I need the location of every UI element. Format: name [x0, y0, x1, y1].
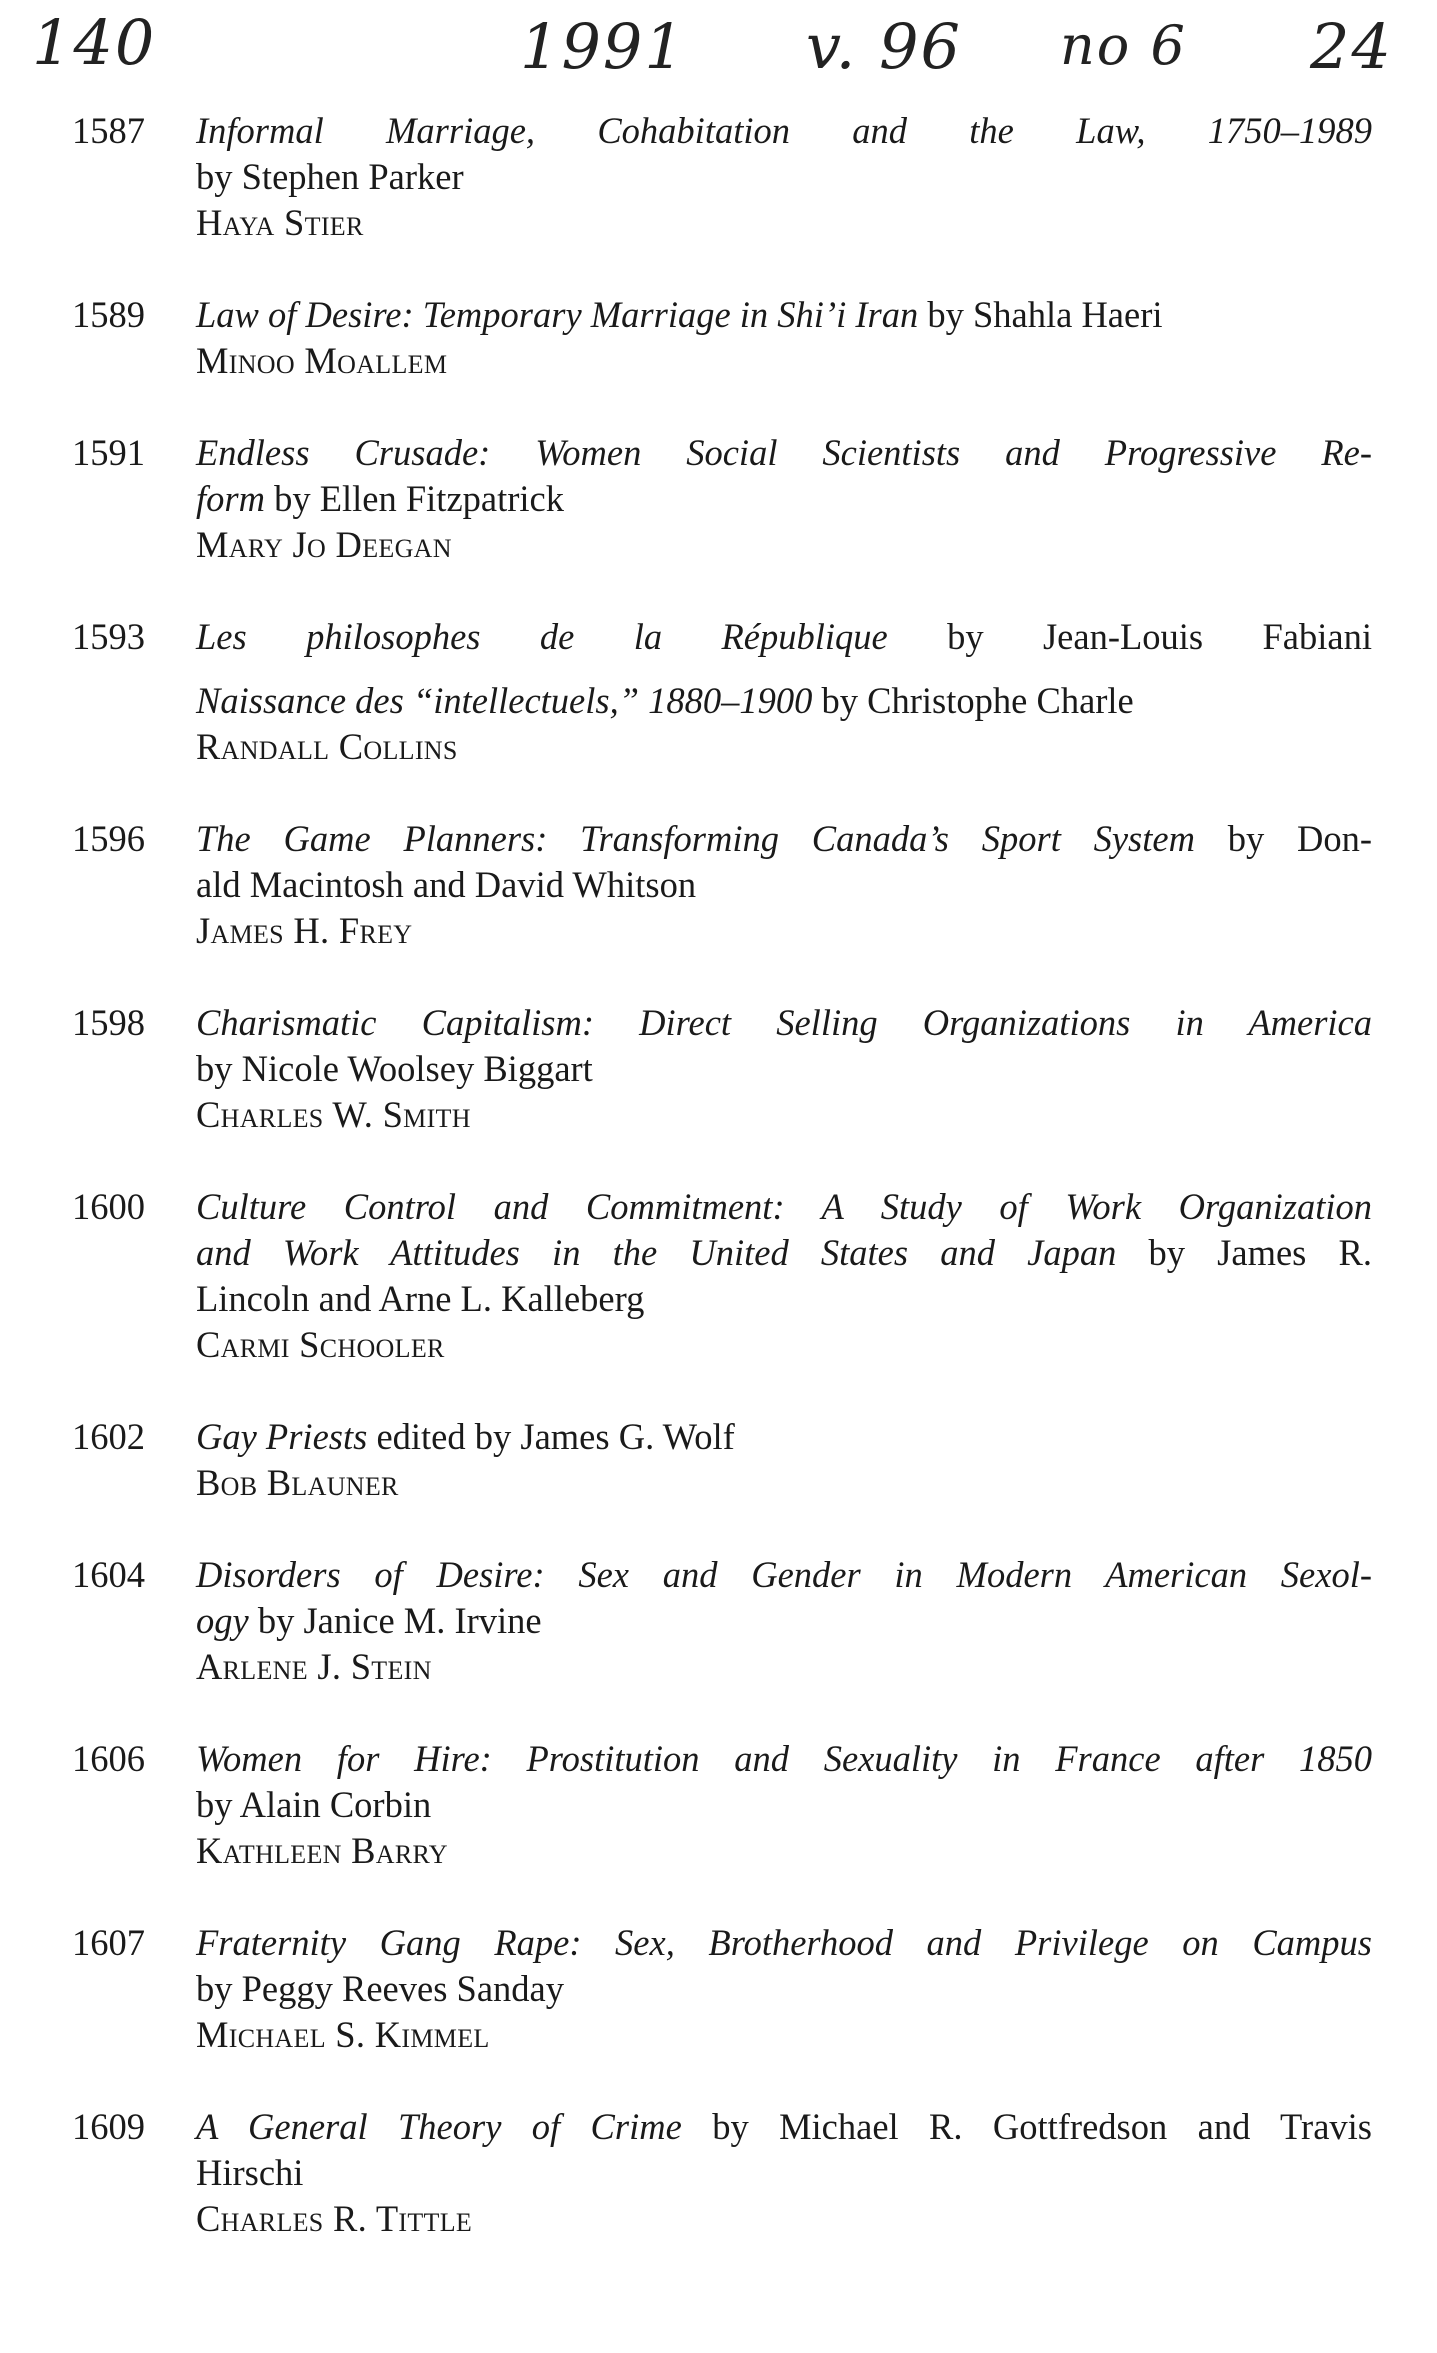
entry-body — [196, 816, 1372, 954]
citation-line — [196, 1000, 1372, 1046]
author-text: by Christophe Charle — [812, 680, 1134, 721]
author-text: by Jean-Louis Fabiani — [887, 616, 1372, 657]
page-number: 1593 — [72, 616, 145, 657]
reviewer-name: Michael S. Kimmel — [196, 2014, 490, 2055]
citation-line — [196, 816, 1372, 862]
author-text: edited by James G. Wolf — [367, 1416, 735, 1457]
author-text: by Alain Corbin — [196, 1784, 432, 1825]
reviewer-name: Kathleen Barry — [196, 1830, 448, 1871]
citation-line — [196, 862, 1372, 908]
book-title: Informal Marriage, Cohabitation and the Law, 1750–1989 — [196, 110, 1372, 151]
page-number: 1607 — [72, 1922, 145, 1963]
entry-body — [196, 430, 1372, 568]
reviewer-name: Arlene J. Stein — [196, 1646, 432, 1687]
review-entry — [72, 1000, 1372, 1138]
author-text: by Nicole Woolsey Biggart — [196, 1048, 593, 1089]
reviewer-name: Mary Jo Deegan — [196, 524, 452, 565]
author-text: by James R. — [1116, 1232, 1373, 1273]
citation-line — [196, 1920, 1372, 1966]
book-title: Fraternity Gang Rape: Sex, Brotherhood and Privilege on Campus — [196, 1922, 1372, 1963]
entry-body — [196, 2104, 1372, 2242]
page-number: 1596 — [72, 818, 145, 859]
review-entry — [72, 816, 1372, 954]
book-title: Naissance des “intellectuels,” 1880–1900 — [196, 680, 813, 721]
reviewer-name: Carmi Schooler — [196, 1324, 445, 1365]
handwritten-issue: no 6 — [1060, 14, 1187, 77]
page-number: 1591 — [72, 432, 145, 473]
citation-line — [196, 1046, 1372, 1092]
citation-line — [196, 1736, 1372, 1782]
page-number: 1587 — [72, 110, 145, 151]
review-entry — [72, 614, 1372, 770]
citation-line — [196, 2104, 1372, 2150]
page-number: 1602 — [72, 1416, 145, 1457]
reviewer-name: James H. Frey — [196, 910, 413, 951]
reviewer-name: Randall Collins — [196, 726, 458, 767]
page-number: 1609 — [72, 2106, 145, 2147]
entry-body — [196, 1920, 1372, 2058]
citation-line — [196, 614, 1372, 660]
author-text: by Shahla Haeri — [918, 294, 1163, 335]
handwritten-number: 140 — [32, 6, 157, 79]
citation-line — [196, 1552, 1372, 1598]
page-number: 1600 — [72, 1186, 145, 1227]
entry-body — [196, 1736, 1372, 1874]
entry-body — [196, 1000, 1372, 1138]
citation-line — [196, 1230, 1372, 1276]
review-entry — [72, 1920, 1372, 2058]
reviewer-name: Charles R. Tittle — [196, 2198, 473, 2239]
review-entry — [72, 2104, 1372, 2242]
review-entry — [72, 1736, 1372, 1874]
book-title: and Work Attitudes in the United States and Japan — [196, 1232, 1117, 1273]
book-title: Gay Priests — [196, 1416, 368, 1457]
entry-body — [196, 1414, 1372, 1506]
citation-line — [196, 1414, 1372, 1460]
review-entry — [72, 430, 1372, 568]
reviewer-name: Haya Stier — [196, 202, 364, 243]
page-number: 1598 — [72, 1002, 145, 1043]
author-text: Lincoln and Arne L. Kalleberg — [196, 1278, 645, 1319]
citation-line — [196, 1184, 1372, 1230]
author-text: by Stephen Parker — [196, 156, 464, 197]
citation-line — [196, 1276, 1372, 1322]
author-text: by Ellen Fitzpatrick — [264, 478, 564, 519]
book-title: Disorders of Desire: Sex and Gender in Modern American Sexol- — [196, 1554, 1372, 1595]
author-text: by Peggy Reeves Sanday — [196, 1968, 564, 2009]
review-entry — [72, 1552, 1372, 1690]
book-title: Endless Crusade: Women Social Scientists and Progressive Re- — [196, 432, 1372, 473]
book-title: Les philosophes de la République — [196, 616, 888, 657]
review-entry — [72, 108, 1372, 246]
book-title: A General Theory of Crime — [196, 2106, 682, 2147]
book-title: form — [196, 478, 265, 519]
review-entry — [72, 292, 1372, 384]
book-title: The Game Planners: Transforming Canada’s Sport System — [196, 818, 1195, 859]
citation-line — [196, 430, 1372, 476]
reviewer-name: Minoo Moallem — [196, 340, 448, 381]
handwritten-year: 1991 — [520, 10, 686, 83]
entry-body — [196, 1552, 1372, 1690]
citation-line — [196, 108, 1372, 154]
author-text: by Janice M. Irvine — [248, 1600, 542, 1641]
book-title: Charismatic Capitalism: Direct Selling Organizations in America — [196, 1002, 1372, 1043]
handwritten-page: 24 — [1310, 10, 1393, 83]
entry-body — [196, 108, 1372, 246]
book-review-list — [72, 108, 1372, 2288]
author-text: ald Macintosh and David Whitson — [196, 864, 697, 905]
handwritten-annotation — [0, 0, 1437, 110]
citation-line — [196, 1966, 1372, 2012]
book-title: ogy — [196, 1600, 249, 1641]
entry-body — [196, 614, 1372, 770]
book-title: Women for Hire: Prostitution and Sexuality in France after 1850 — [196, 1738, 1372, 1779]
author-text: by Don- — [1194, 818, 1372, 859]
page-number: 1604 — [72, 1554, 145, 1595]
author-text: Hirschi — [196, 2152, 304, 2193]
page-number: 1589 — [72, 294, 145, 335]
citation-line — [196, 1598, 1372, 1644]
page-number: 1606 — [72, 1738, 145, 1779]
citation-line — [196, 292, 1372, 338]
citation-line — [196, 1782, 1372, 1828]
citation-line — [196, 2150, 1372, 2196]
review-entry — [72, 1414, 1372, 1506]
entry-body — [196, 292, 1372, 384]
citation-line — [196, 476, 1372, 522]
book-title: Law of Desire: Temporary Marriage in Shi’i Iran — [196, 294, 919, 335]
reviewer-name: Charles W. Smith — [196, 1094, 471, 1135]
author-text: by Michael R. Gottfredson and Travis — [681, 2106, 1372, 2147]
entry-body — [196, 1184, 1372, 1368]
book-title: Culture Control and Commitment: A Study of Work Organization — [196, 1186, 1372, 1227]
spacer — [196, 660, 1372, 678]
citation-line — [196, 678, 1372, 724]
reviewer-name: Bob Blauner — [196, 1462, 399, 1503]
handwritten-volume: v. 96 — [806, 10, 962, 83]
review-entry — [72, 1184, 1372, 1368]
citation-line — [196, 154, 1372, 200]
